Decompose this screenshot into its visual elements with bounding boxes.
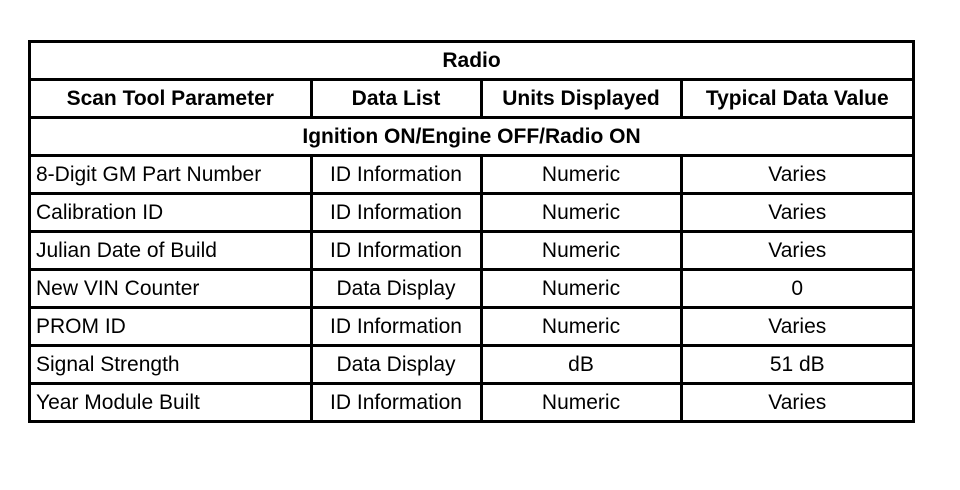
condition-row: [31, 118, 912, 156]
parameter-cell: Julian Date of Build: [31, 232, 311, 270]
units-cell: Numeric: [481, 384, 681, 421]
data-list-cell: ID Information: [311, 156, 481, 194]
data-list-cell: ID Information: [311, 194, 481, 232]
units-cell: Numeric: [481, 308, 681, 346]
units-cell: dB: [481, 346, 681, 384]
column-header-units: Units Displayed: [481, 80, 681, 118]
parameter-cell: New VIN Counter: [31, 270, 311, 308]
units-cell: Numeric: [481, 194, 681, 232]
table-row: [31, 384, 912, 421]
data-table-frame: [28, 40, 915, 423]
parameter-cell: Year Module Built: [31, 384, 311, 421]
value-cell: Varies: [681, 384, 912, 421]
table-row: [31, 308, 912, 346]
parameter-cell: PROM ID: [31, 308, 311, 346]
units-cell: Numeric: [481, 156, 681, 194]
table-title: Radio: [31, 43, 912, 80]
value-cell: Varies: [681, 232, 912, 270]
data-list-cell: ID Information: [311, 384, 481, 421]
units-cell: Numeric: [481, 232, 681, 270]
value-cell: 0: [681, 270, 912, 308]
value-cell: Varies: [681, 308, 912, 346]
header-row: [31, 80, 912, 118]
data-list-cell: Data Display: [311, 270, 481, 308]
table-row: [31, 270, 912, 308]
parameter-cell: Signal Strength: [31, 346, 311, 384]
value-cell: Varies: [681, 194, 912, 232]
column-header-data-list: Data List: [311, 80, 481, 118]
value-cell: Varies: [681, 156, 912, 194]
table-row: [31, 232, 912, 270]
value-cell: 51 dB: [681, 346, 912, 384]
parameter-cell: Calibration ID: [31, 194, 311, 232]
scan-tool-data-table: [31, 43, 912, 420]
column-header-parameter: Scan Tool Parameter: [31, 80, 311, 118]
operating-condition: Ignition ON/Engine OFF/Radio ON: [31, 118, 912, 156]
column-header-typical-value: Typical Data Value: [681, 80, 912, 118]
parameter-cell: 8-Digit GM Part Number: [31, 156, 311, 194]
table-row: [31, 156, 912, 194]
units-cell: Numeric: [481, 270, 681, 308]
data-list-cell: ID Information: [311, 232, 481, 270]
data-list-cell: ID Information: [311, 308, 481, 346]
title-row: [31, 43, 912, 80]
data-list-cell: Data Display: [311, 346, 481, 384]
table-row: [31, 194, 912, 232]
table-row: [31, 346, 912, 384]
